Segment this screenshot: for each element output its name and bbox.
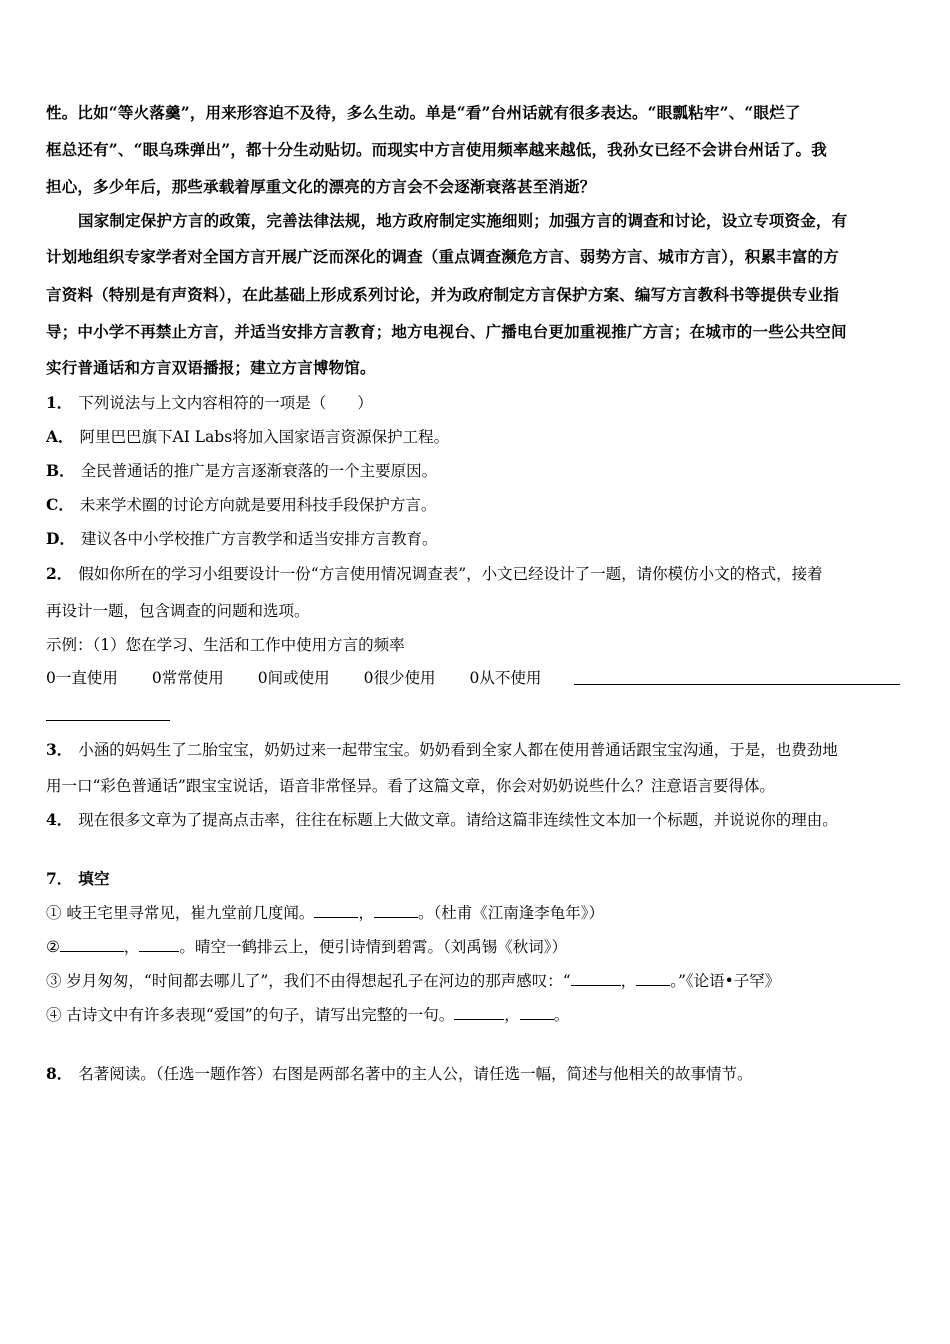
option-text: 全民普通话的推广是方言逐渐衰落的一个主要原因。 <box>80 462 438 480</box>
question-4 <box>46 810 904 830</box>
option-key: C． <box>46 495 74 514</box>
option-c[interactable] <box>46 495 904 515</box>
question-number: 1． <box>46 393 73 412</box>
question-2-example: 示例：（1）您在学习、生活和工作中使用方言的频率 <box>46 636 405 654</box>
fill-prompt: ① 岐王宅里寻常见，崔九堂前几度闻。 <box>46 904 315 922</box>
option-text: 阿里巴巴旗下AI Labs将加入国家语言资源保护工程。 <box>79 428 450 446</box>
passage-line-7: 导；中小学不再禁止方言，并适当安排方言教育；地方电视台、广播电台更加重视推广方言；在城市的一些公共空间 <box>46 322 847 341</box>
question-stem: 下列说法与上文内容相符的一项是（ ） <box>78 394 373 412</box>
fill-prompt: ④ 古诗文中有许多表现“爱国”的句子，请写出完整的一句。 <box>46 1006 455 1024</box>
question-2-line-2: 再设计一题，包含调查的问题和选项。 <box>46 602 310 620</box>
fill-item-2 <box>46 937 904 957</box>
fill-blank[interactable] <box>374 903 418 918</box>
question-text-line-1: 假如你所在的学习小组要设计一份“方言使用情况调查表”，小文已经设计了一题，请你模仿小文的格式，接着 <box>78 565 823 583</box>
fill-blank[interactable] <box>314 903 358 918</box>
fill-sep: ， <box>620 972 637 990</box>
answer-line-continued[interactable] <box>46 720 170 721</box>
option-key: D． <box>46 529 75 548</box>
fill-blank[interactable] <box>636 971 670 986</box>
choice-rarely[interactable]: 0很少使用 <box>363 669 436 687</box>
fill-sep: 。 <box>417 904 434 922</box>
choice-never[interactable]: 0从不使用 <box>469 669 542 687</box>
fill-sep: 。 <box>179 938 195 956</box>
option-text: 未来学术圈的讨论方向就是要用科技手段保护方言。 <box>79 496 437 514</box>
choice-sometimes[interactable]: 0间或使用 <box>257 669 330 687</box>
question-text: 现在很多文章为了提高点击率，往往在标题上大做文章。请给这篇非连续性文本加一个标题，并说说你的理由。 <box>78 811 838 829</box>
fill-blank[interactable] <box>139 937 179 952</box>
choice-always[interactable]: 0一直使用 <box>46 669 118 687</box>
question-text: 名著阅读。（任选一题作答）右图是两部名著中的主人公，请任选一幅，简述与他相关的故事情节。 <box>78 1065 753 1083</box>
question-number: 8． <box>46 1064 73 1083</box>
question-text-line-1: 小涵的妈妈生了二胎宝宝，奶奶过来一起带宝宝。奶奶看到全家人都在使用普通话跟宝宝沟通，于是，也费劲地 <box>78 741 838 759</box>
choice-often[interactable]: 0常常使用 <box>151 669 224 687</box>
option-key: B． <box>46 461 75 480</box>
question-number: 4． <box>46 810 73 829</box>
passage-line-4: 国家制定保护方言的政策，完善法律法规，地方政府制定实施细则；加强方言的调查和讨论，设立专项资金，有 <box>78 211 848 230</box>
fill-blank[interactable] <box>454 1005 504 1020</box>
question-number: 2． <box>46 564 73 583</box>
passage-line-3: 担心，多少年后，那些承载着厚重文化的漂亮的方言会不会逐渐衰落甚至消逝？ <box>46 177 596 196</box>
question-number: 7． <box>46 869 73 888</box>
question-8 <box>46 1064 904 1084</box>
passage-line-5: 计划地组织专家学者对全国方言开展广泛而深化的调查（重点调查濒危方言、弱势方言、城市方言），积累丰富的方 <box>46 247 839 266</box>
fill-sep: 。 <box>553 1006 570 1024</box>
fill-blank[interactable] <box>571 971 621 986</box>
passage-line-6: 言资料（特别是有声资料），在此基础上形成系列讨论，并为政府制定方言保护方案、编写方言教科书等提供专业指 <box>46 285 839 304</box>
option-a[interactable] <box>46 427 904 447</box>
fill-prompt: ② <box>46 938 60 956</box>
question-3 <box>46 740 904 760</box>
fill-source: 晴空一鹤排云上，便引诗情到碧霄。（刘禹锡《秋词》） <box>194 938 567 956</box>
fill-sep: ， <box>123 938 140 956</box>
fill-blank[interactable] <box>520 1005 554 1020</box>
fill-item-4 <box>46 1005 904 1025</box>
option-b[interactable] <box>46 461 904 481</box>
fill-sep: ， <box>358 904 374 922</box>
option-d[interactable] <box>46 529 904 549</box>
question-2 <box>46 564 904 584</box>
question-title: 填空 <box>78 869 110 888</box>
passage-line-1: 性。比如“等火落羹”，用来形容迫不及待，多么生动。单是“看”台州话就有很多表达。“眼瓢粘牢”、“眼烂了 <box>46 103 801 122</box>
answer-line[interactable] <box>574 684 900 685</box>
option-text: 建议各中小学校推广方言教学和适当安排方言教育。 <box>80 530 438 548</box>
passage-line-8: 实行普通话和方言双语播报；建立方言博物馆。 <box>46 358 376 377</box>
option-key: A． <box>46 427 74 446</box>
question-number: 3． <box>46 740 73 759</box>
question-2-choices <box>46 668 586 688</box>
fill-blank[interactable] <box>60 937 124 952</box>
fill-sep: ， <box>504 1006 520 1024</box>
fill-item-1 <box>46 903 904 923</box>
fill-source: （杜甫《江南逢李龟年》） <box>433 904 604 922</box>
fill-item-3 <box>46 971 904 991</box>
fill-source: ”《论语•子罕》 <box>677 972 781 990</box>
fill-sep: 。 <box>670 972 678 990</box>
question-7 <box>46 869 904 889</box>
fill-prompt: ③ 岁月匆匆，“时间都去哪儿了”，我们不由得想起孔子在河边的那声感叹：“ <box>46 972 571 990</box>
question-1 <box>46 393 904 413</box>
question-3-line-2: 用一口“彩色普通话”跟宝宝说话，语音非常怪异。看了这篇文章，你会对奶奶说些什么？注意语言要得体。 <box>46 777 775 795</box>
passage-line-2: 框总还有”、“眼乌珠弹出”，都十分生动贴切。而现实中方言使用频率越来越低，我孙女已经不会讲台州话了。我 <box>46 140 827 159</box>
